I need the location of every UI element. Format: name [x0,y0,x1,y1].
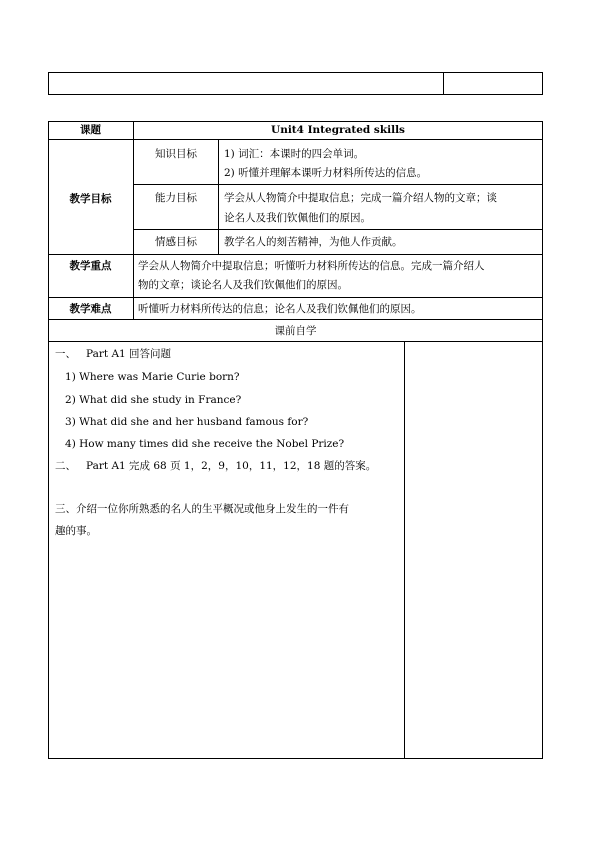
self-study-line: 二、 Part A1 完成 68 页 1，2，9，10，11，12，18 题的答案。 [55,460,377,472]
row-divider [48,254,543,255]
topic-value: Unit4 Integrated skills [271,124,405,136]
row-divider [48,297,543,298]
row-divider [48,319,543,320]
goal-emotion-label: 情感目标 [155,236,197,248]
row-divider [133,229,543,230]
goal-knowledge-line-2: 2) 听懂并理解本课听力材料所传达的信息。 [224,167,428,179]
row-divider [133,184,543,185]
self-study-line: 1) Where was Marie Curie born? [55,371,240,383]
difficulties-label: 教学难点 [69,303,112,315]
goal-knowledge-line-1: 1) 词汇：本课时的四会单词。 [224,148,365,160]
header-table [48,72,543,95]
header-table-divider [443,72,444,95]
key-points-line-1: 学会从人物简介中提取信息；听懂听力材料所传达的信息。完成一篇介绍人 [138,260,485,272]
goals-label: 教学目标 [69,193,112,205]
self-study-line: 一、 Part A1 回答问题 [55,348,172,360]
self-study-line: 趣的事。 [55,525,97,537]
difficulties-value: 听懂听力材料所传达的信息；论名人及我们钦佩他们的原因。 [138,303,422,315]
row-divider [48,341,543,342]
goal-ability-label: 能力目标 [155,192,197,204]
self-study-header: 课前自学 [274,325,317,337]
topic-label: 课题 [80,124,101,136]
goal-emotion-line-1: 教学名人的刻苦精神，为他人作贡献。 [224,236,403,248]
self-study-line: 三、介绍一位你所熟悉的名人的生平概况或他身上发生的一件有 [55,503,349,515]
row-divider [48,139,543,140]
self-study-line: 2) What did she study in France? [55,394,242,406]
self-study-line: 4) How many times did she receive the Nobel Prize? [55,438,345,450]
goal-ability-line-2: 论名人及我们钦佩他们的原因。 [224,212,371,224]
goals-subcolumn-divider [218,139,219,254]
notes-column-divider [404,341,405,759]
key-points-line-2: 物的文章；谈论名人及我们钦佩他们的原因。 [138,279,348,291]
self-study-line: 3) What did she and her husband famous for? [55,416,309,428]
goal-ability-line-1: 学会从人物简介中提取信息；完成一篇介绍人物的文章；谈 [224,192,497,204]
goal-knowledge-label: 知识目标 [155,148,197,160]
key-points-label: 教学重点 [69,260,112,272]
